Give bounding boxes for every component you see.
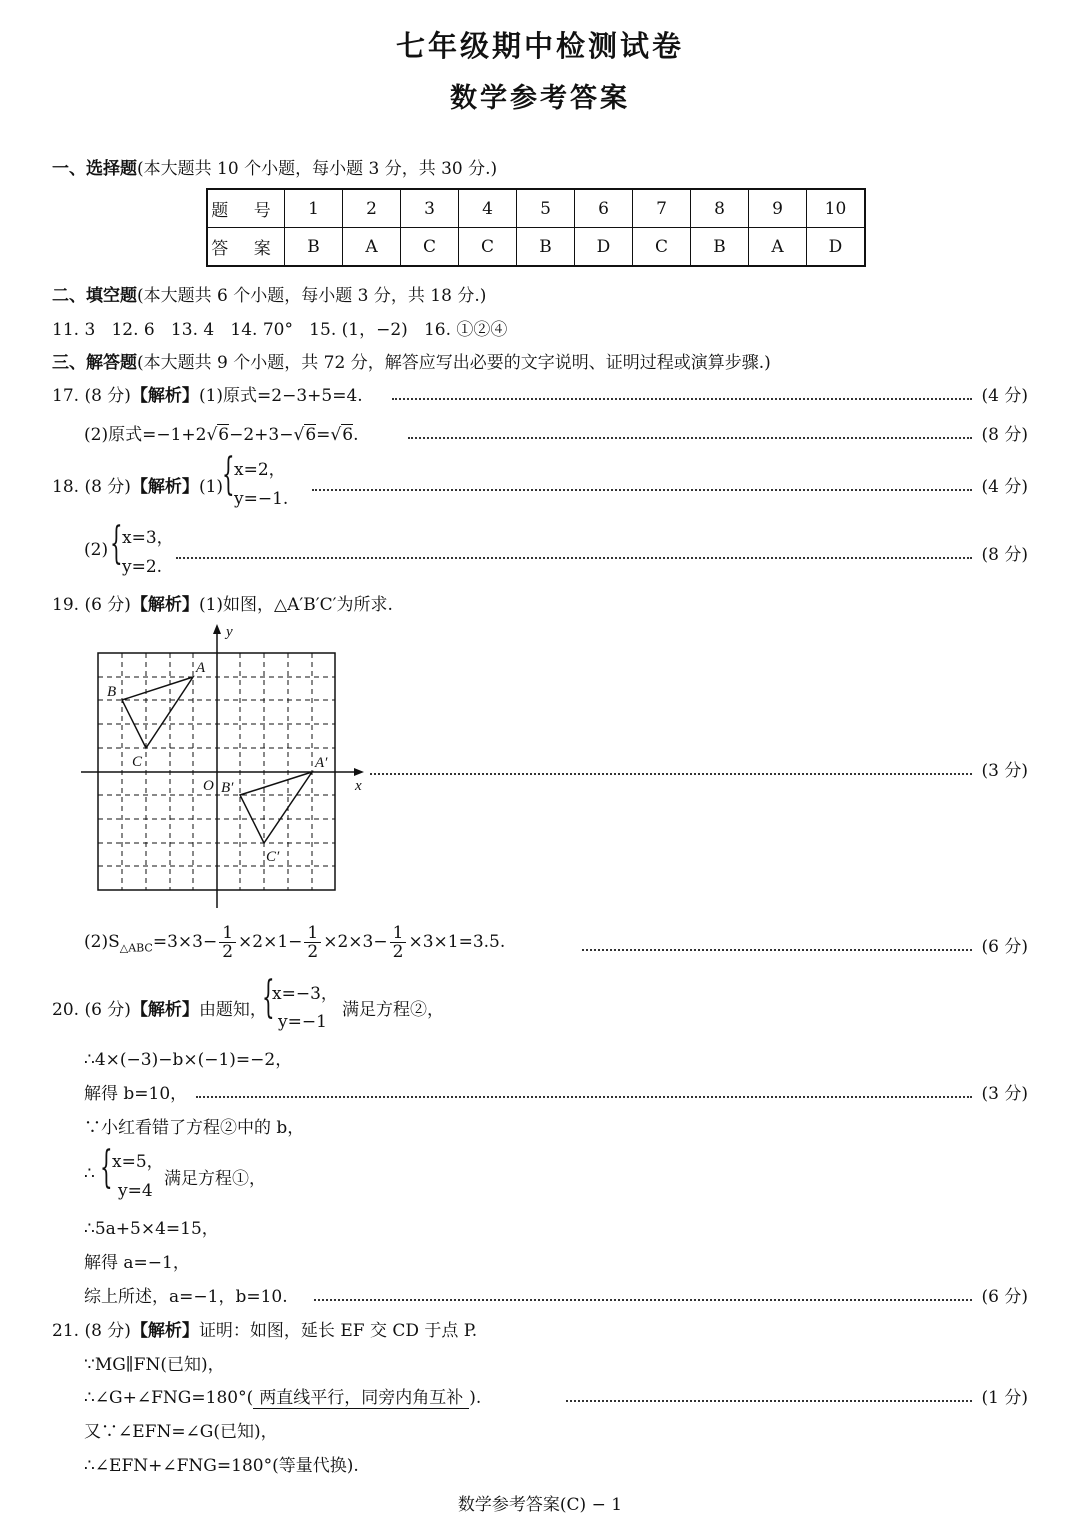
text: 证明：如图，延长 EF 交 CD 于点 P. [198,1321,478,1341]
eq: y=−1. [234,489,289,509]
point-label-a-prime: A′ [315,755,328,771]
dot-leader [582,949,972,951]
fraction [390,924,407,961]
q17-line1 [52,381,363,406]
numerator: 1 [304,924,321,943]
fraction [304,924,321,961]
expr-part: = [316,425,331,445]
expr-part: ×2×1− [238,932,303,952]
question-number: 20. (6 分) [52,1000,131,1020]
score-mark: (4 分) [981,386,1028,406]
table-row-answers [207,228,865,267]
expr-part: =3×3− [152,932,218,952]
denominator: 2 [222,942,234,962]
expr-part: ×2×3− [323,932,388,952]
eq: x=5， [112,1152,164,1172]
table-cell: 10 [807,189,866,228]
table-cell: 3 [401,189,459,228]
analysis-tag: 【解析】 [130,477,199,497]
section3-note: (本大题共 9 个小题，共 72 分，解答应写出必要的文字说明、证明过程或演算步骤.) [137,353,771,373]
eq: y=2. [122,557,163,577]
section2-label: 二、填空题 [52,286,137,306]
table-cell: C [459,228,517,267]
point-label-a: A [196,660,206,676]
expr-part: ×3×1=3.5. [408,932,506,952]
sqrt-value: 6 [218,425,230,445]
question-number: 17. (8 分) [52,386,131,406]
dot-leader [566,1400,972,1402]
brace-icon: { [110,518,123,569]
text: ∴∠EFN+∠FNG=180°(等量代换). [84,1456,359,1476]
analysis-tag: 【解析】 [130,386,199,406]
brace-icon: { [262,972,275,1023]
table-cell: D [575,228,633,267]
score-mark: (4 分) [981,477,1028,497]
table-header-answer: 答 案 [207,228,285,267]
text: ). [469,1388,482,1408]
q17-line2: (2)原式=−1+2√6−2+3−√6=√6. [84,425,359,445]
text: ∵小红看错了方程②中的 b， [84,1118,305,1138]
text: ∵MG∥FN(已知)， [84,1355,225,1375]
brace-icon: { [100,1142,113,1193]
table-cell: D [807,228,866,267]
score-mark: (3 分) [981,1084,1028,1104]
part-label: (2) [84,540,109,560]
section3-label: 三、解答题 [52,353,137,373]
section1-label: 一、选择题 [52,159,137,179]
point-label-b: B [107,684,117,700]
section1-heading [52,154,497,179]
coordinate-figure [76,618,376,908]
eq: x=−3， [272,984,338,1004]
denominator: 2 [307,942,319,962]
score-mark: (8 分) [981,425,1028,445]
dot-leader [312,489,972,491]
table-cell: A [749,228,807,267]
question-number: 19. (6 分) [52,595,131,615]
score-mark: (1 分) [981,1388,1028,1408]
text: ∴∠G+∠FNG=180°( [84,1388,254,1408]
dot-leader [176,557,972,559]
q19-line1 [52,590,393,615]
x-axis-label: x [355,778,362,794]
analysis-tag: 【解析】 [130,1000,199,1020]
score-mark: (8 分) [981,545,1028,565]
section3-heading [52,348,771,373]
score-mark: (6 分) [981,937,1028,957]
text: 满足方程①， [164,1169,266,1189]
text: 满足方程②， [342,1000,444,1020]
expr-part: (2)原式=−1+2 [84,425,207,445]
text: ∴4×(−3)−b×(−1)=−2， [84,1050,293,1070]
brace-icon: { [222,449,235,500]
q21-line1 [52,1316,477,1341]
filled-blank: 两直线平行，同旁内角互补 [253,1383,469,1409]
dot-leader [408,437,972,439]
y-axis-arrow-icon [213,624,221,634]
text: 又∵∠EFN=∠G(已知)， [84,1422,278,1442]
text: 综上所述，a=−1，b=10. [84,1287,288,1307]
point-label-c-prime: C′ [266,849,280,865]
question-number: 18. (8 分) [52,477,131,497]
score-mark: (6 分) [981,1287,1028,1307]
text: 解得 a=−1， [84,1253,190,1273]
table-cell: B [285,228,343,267]
table-cell: 1 [285,189,343,228]
q19-line2 [84,922,505,968]
numerator: 1 [219,924,236,943]
numerator: 1 [390,924,407,943]
expr-part: . [353,425,359,445]
denominator: 2 [392,942,404,962]
table-cell: 8 [691,189,749,228]
table-cell: 9 [749,189,807,228]
expr-part: −2+3− [229,425,294,445]
sqrt-value: 6 [342,425,354,445]
dot-leader [314,1299,972,1301]
text: 由题知， [198,1000,267,1020]
analysis-tag: 【解析】 [130,1321,199,1341]
x-axis-arrow-icon [354,768,364,776]
eq: x=2， [234,460,286,480]
table-cell: B [691,228,749,267]
dot-leader [196,1096,972,1098]
page-subtitle: 数学参考答案 [450,83,630,114]
eq: y=−1 [278,1012,327,1032]
fraction [219,924,236,961]
eq: y=4 [118,1181,153,1201]
y-axis-label: y [226,624,233,640]
q20-line1 [52,995,267,1020]
score-mark: (3 分) [981,761,1028,781]
fill-blank-answers: 11. 3 12. 6 13. 4 14. 70° 15. (1，−2) 16. ①②④ [52,320,508,340]
section2-note: (本大题共 6 个小题，每小题 3 分，共 18 分.) [137,286,487,306]
text: ∴ [84,1164,95,1184]
table-cell: C [401,228,459,267]
table-cell: 6 [575,189,633,228]
point-label-b-prime: B′ [221,780,234,796]
table-cell: B [517,228,575,267]
analysis-tag: 【解析】 [130,595,199,615]
sqrt-value: 6 [305,425,317,445]
table-cell: 5 [517,189,575,228]
table-cell: C [633,228,691,267]
table-row-questions [207,189,865,228]
table-cell: 4 [459,189,517,228]
page-title: 七年级期中检测试卷 [395,29,684,63]
section2-heading [52,281,486,306]
page-footer: 数学参考答案(C) − 1 [457,1495,623,1515]
origin-label: O [203,778,214,794]
text: 解得 b=10， [84,1084,188,1104]
dot-leader [392,398,972,400]
dot-leader [370,773,972,775]
table-cell: A [343,228,401,267]
triangle-abc-prime [240,772,312,843]
question-number: 21. (8 分) [52,1321,131,1341]
q18-line1 [52,472,223,497]
q17-part1: (1)原式=2−3+5=4. [198,386,363,406]
triangle-abc [122,677,193,748]
point-label-c: C [132,754,143,770]
subscript: △ABC [119,941,153,955]
table-cell: 2 [343,189,401,228]
q21-line3 [84,1383,481,1409]
choice-answer-table [206,188,866,267]
section1-note: (本大题共 10 个小题，每小题 3 分，共 30 分.) [137,159,498,179]
part-label: (1) [198,477,224,497]
q19-part1: (1)如图，△A′B′C′为所求. [198,595,393,615]
table-header-question: 题 号 [207,189,285,228]
table-cell: 7 [633,189,691,228]
text: ∴5a+5×4=15， [84,1219,219,1239]
eq: x=3， [122,528,174,548]
expr-part: (2)S [84,932,120,952]
